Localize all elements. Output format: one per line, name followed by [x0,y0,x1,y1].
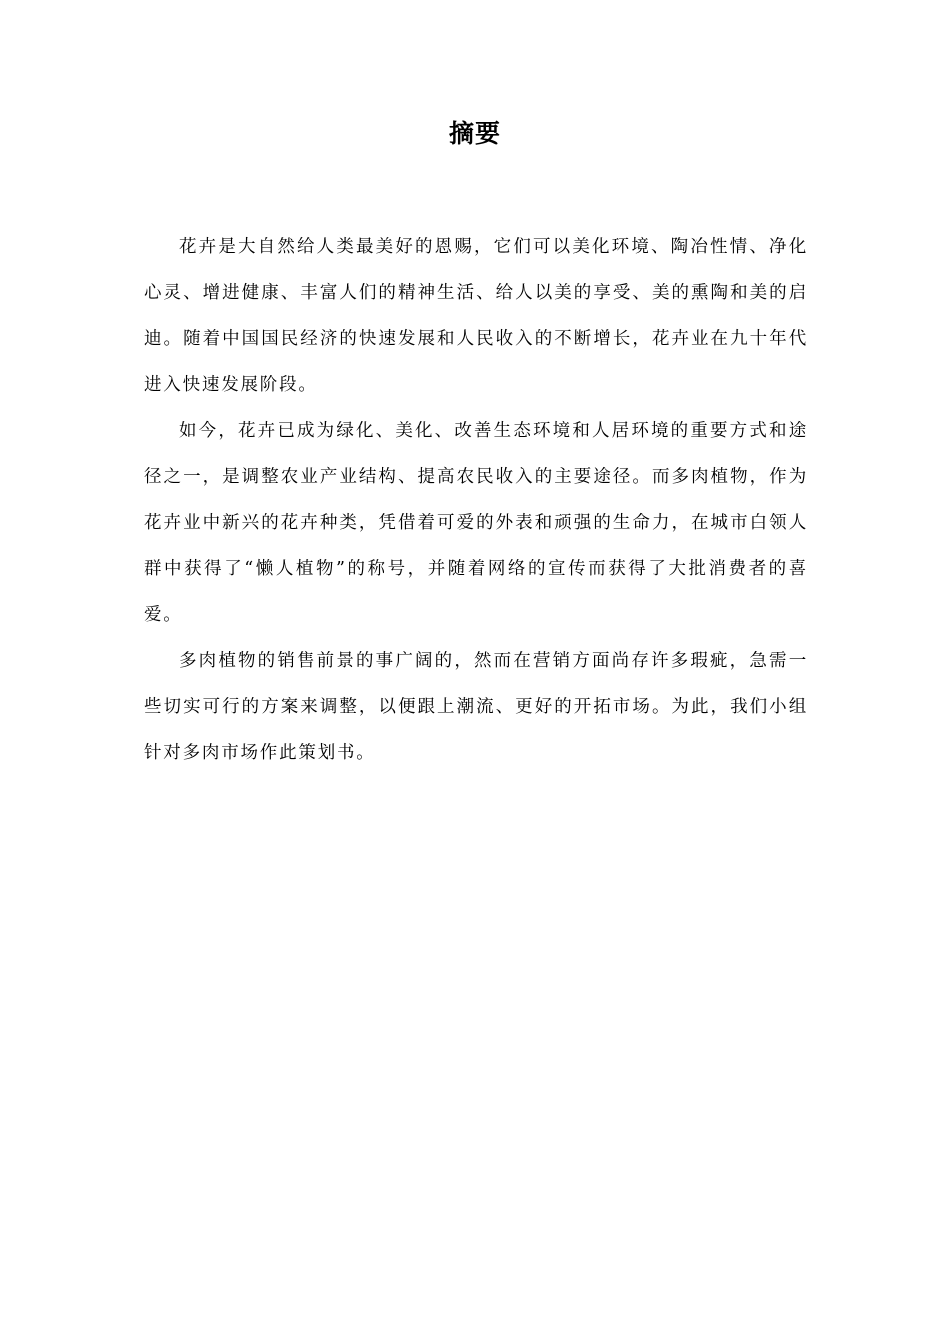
page-title: 摘要 [448,119,501,148]
paragraph: 花卉是大自然给人类最美好的恩赐，它们可以美化环境、陶冶性情、净化心灵、增进健康、丰富人们的精神生活、给人以美的享受、美的熏陶和美的启迪。随着中国国民经济的快速发展和人民收入的不断增长，花卉业在九十年代进入快速发展阶段。 [144,237,808,395]
abstract-body [144,224,808,776]
paragraph: 多肉植物的销售前景的事广阔的，然而在营销方面尚存许多瑕疵，急需一些切实可行的方案来调整，以便跟上潮流、更好的开拓市场。为此，我们小组针对多肉市场作此策划书。 [144,651,808,763]
paragraph: 如今，花卉已成为绿化、美化、改善生态环境和人居环境的重要方式和途径之一，是调整农业产业结构、提高农民收入的主要途径。而多肉植物，作为花卉业中新兴的花卉种类，凭借着可爱的外表和顽强的生命力，在城市白领人群中获得了“懒人植物”的称号，并随着网络的宣传而获得了大批消费者的喜爱。 [144,421,808,625]
